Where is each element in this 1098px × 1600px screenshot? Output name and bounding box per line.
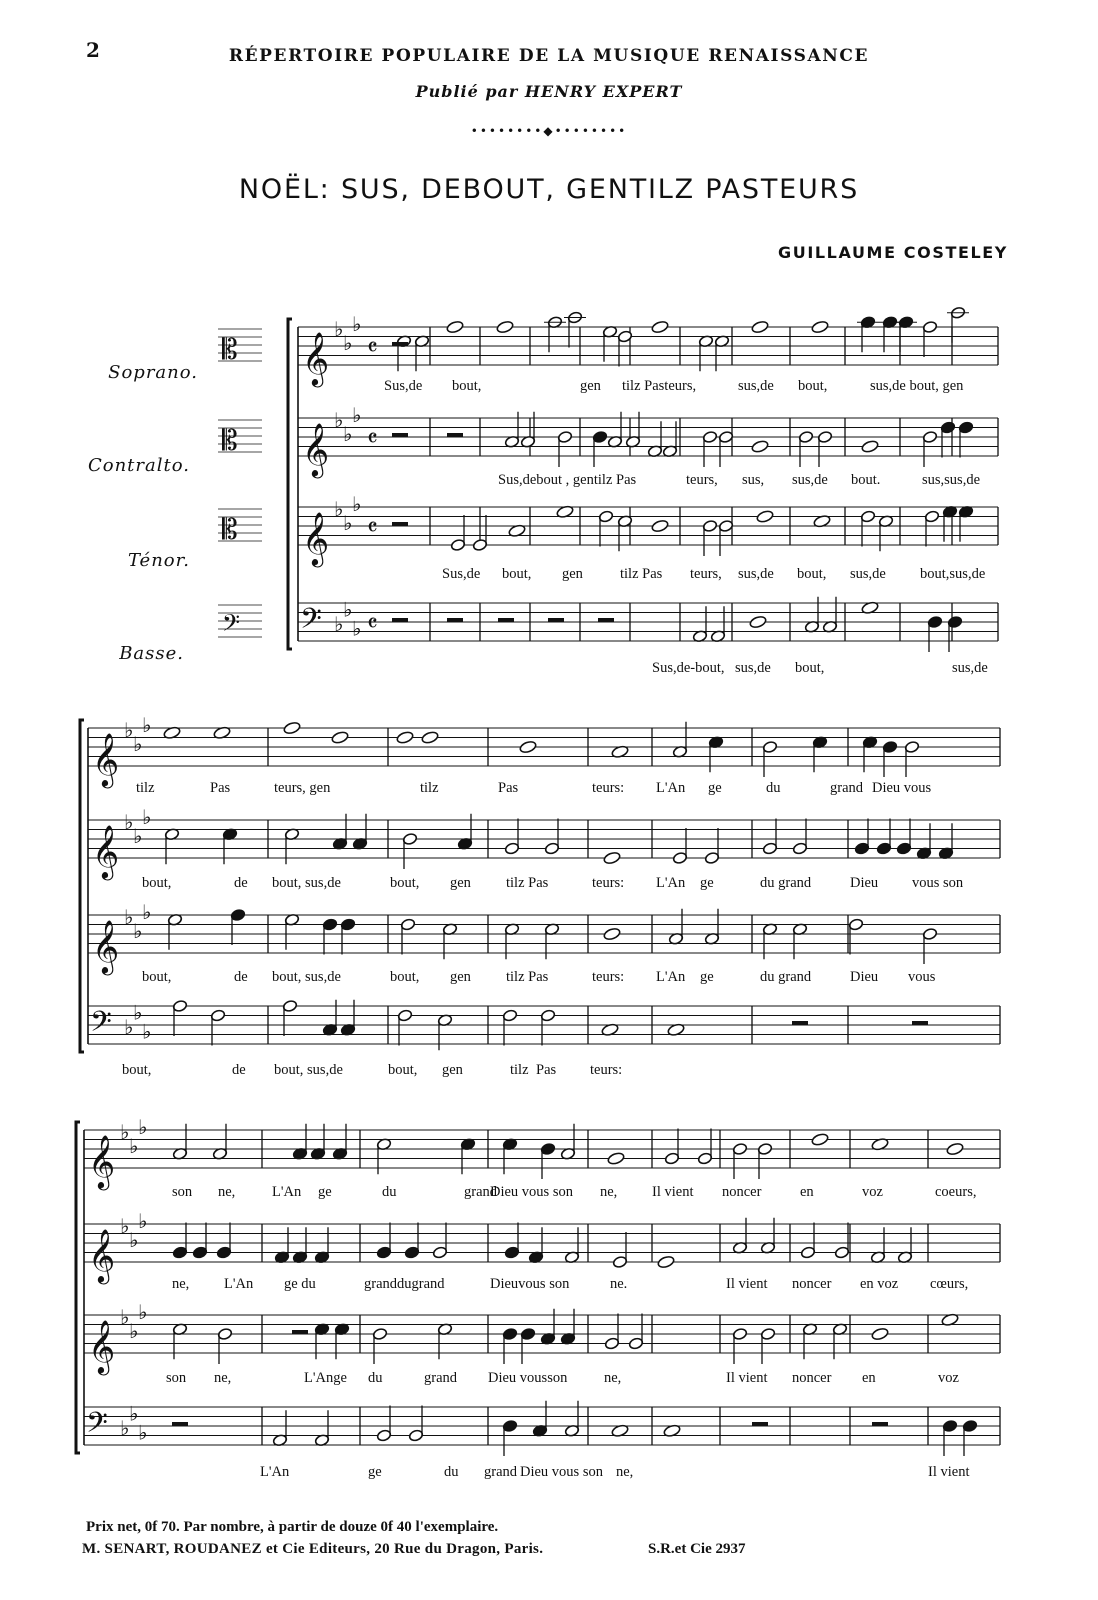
rest-icon: [598, 618, 614, 622]
flat-icon: ♭: [129, 1319, 139, 1344]
rest-icon: [792, 1021, 808, 1025]
lyric-syllable: L'An: [260, 1464, 290, 1480]
voice-label-contralto: Contralto.: [87, 455, 190, 476]
time-signature-icon: 𝄴: [367, 609, 378, 638]
lyric-syllable: teurs:: [592, 969, 625, 985]
flat-icon: ♭: [352, 492, 362, 517]
rest-icon: [447, 433, 463, 437]
rest-icon: [752, 1422, 768, 1426]
incipit-c-clef-icon: 𝄡: [222, 333, 238, 366]
lyric-syllable: bout,: [502, 566, 532, 582]
lyric-syllable: Pas: [536, 1062, 557, 1078]
lyric-syllable: cœurs,: [930, 1276, 969, 1292]
rest-icon: [292, 1330, 308, 1334]
lyric-syllable: bout, sus,de: [272, 969, 341, 985]
lyric-syllable: tilz: [420, 780, 439, 796]
lyric-syllable: noncer: [792, 1276, 832, 1292]
note-head: [421, 730, 439, 744]
lyric-syllable: L'An: [656, 969, 686, 985]
treble-clef-icon: 𝄞: [92, 824, 120, 878]
note-head: [396, 730, 414, 744]
bass-clef-icon: 𝄢: [86, 1406, 108, 1447]
lyric-syllable: Sus,debout , gentilz Pas: [498, 472, 637, 488]
flat-icon: ♭: [142, 805, 152, 830]
lyric-syllable: ge: [708, 780, 722, 796]
lyric-syllable: sus,de: [738, 566, 774, 582]
lyric-syllable: ge du: [284, 1276, 316, 1292]
system-brace: [288, 319, 292, 649]
flat-icon: ♭: [133, 919, 143, 944]
lyric-syllable: Il vient: [726, 1370, 768, 1386]
rest-icon: [912, 1021, 928, 1025]
lyric-syllable: son: [172, 1184, 193, 1200]
voice-label-bass: Basse.: [119, 643, 184, 664]
lyric-syllable: grand: [484, 1464, 518, 1480]
note-head: [657, 1255, 675, 1269]
flat-icon: ♭: [138, 1420, 148, 1445]
lyric-syllable: gen: [450, 969, 471, 985]
lyric-syllable: Pas: [498, 780, 519, 796]
lyric-syllable: bout, sus,de: [272, 875, 341, 891]
flat-icon: ♭: [133, 732, 143, 757]
lyric-syllable: L'An: [656, 875, 686, 891]
flat-icon: ♭: [352, 312, 362, 337]
flat-icon: ♭: [120, 1415, 130, 1440]
flat-icon: ♭: [343, 422, 353, 447]
lyric-syllable: sus,de: [738, 378, 774, 394]
flat-icon: ♭: [334, 407, 344, 432]
lyric-syllable: Dieu vous: [872, 780, 932, 796]
lyric-syllable: ge: [700, 969, 714, 985]
lyric-syllable: ne,: [600, 1184, 618, 1200]
rest-icon: [392, 618, 408, 622]
lyric-syllable: Il vient: [726, 1276, 768, 1292]
note-head: [446, 320, 464, 334]
lyric-syllable: bout,: [797, 566, 827, 582]
treble-clef-icon: 𝄞: [88, 1319, 116, 1373]
note-head: [751, 439, 769, 453]
lyric-syllable: teurs:: [592, 875, 625, 891]
note-head: [811, 320, 829, 334]
lyric-syllable: Sus,de: [442, 566, 481, 582]
bass-clef-icon: 𝄢: [90, 1005, 112, 1046]
system-brace: [80, 720, 84, 1052]
flat-icon: ♭: [343, 597, 353, 622]
lyric-syllable: bout,sus,de: [920, 566, 986, 582]
treble-clef-icon: 𝄞: [88, 1134, 116, 1188]
rest-icon: [548, 618, 564, 622]
lyric-syllable: bout.: [851, 472, 881, 488]
lyric-syllable: tilz Pasteurs,: [622, 378, 697, 394]
lyric-syllable: ne,: [214, 1370, 232, 1386]
lyric-syllable: L'An: [272, 1184, 302, 1200]
note-head: [871, 1327, 889, 1341]
lyric-syllable: sus,sus,de: [922, 472, 981, 488]
lyric-syllable: Pas: [210, 780, 231, 796]
lyric-syllable: ge: [700, 875, 714, 891]
lyric-syllable: tilz: [136, 780, 155, 796]
lyric-syllable: teurs,: [690, 566, 722, 582]
flat-icon: ♭: [124, 1014, 134, 1039]
note-head: [749, 615, 767, 629]
incipit-c-clef-icon: 𝄡: [222, 424, 238, 457]
note-head: [603, 927, 621, 941]
lyric-syllable: bout,: [142, 875, 172, 891]
lyric-syllable: grand: [424, 1370, 458, 1386]
publisher-line: M. SENART, ROUDANEZ et Cie Editeurs, 20 Rue du Dragon, Paris.: [82, 1541, 544, 1557]
lyric-syllable: bout,: [795, 660, 825, 676]
lyric-syllable: coeurs,: [935, 1184, 977, 1200]
lyric-syllable: du grand: [760, 969, 812, 985]
treble-clef-icon: 𝄞: [302, 331, 330, 385]
composer: GUILLAUME COSTELEY: [778, 243, 1008, 262]
lyric-syllable: en: [800, 1184, 814, 1200]
flat-icon: ♭: [343, 331, 353, 356]
lyric-syllable: ne,: [604, 1370, 622, 1386]
lyric-syllable: teurs:: [590, 1062, 623, 1078]
flat-icon: ♭: [129, 1228, 139, 1253]
voice-label-tenor: Ténor.: [127, 550, 190, 571]
treble-clef-icon: 𝄞: [92, 919, 120, 973]
rest-icon: [447, 618, 463, 622]
lyric-syllable: gen: [442, 1062, 463, 1078]
rest-icon: [392, 342, 408, 346]
flat-icon: ♭: [138, 1300, 148, 1325]
flat-icon: ♭: [343, 511, 353, 536]
lyric-syllable: grand: [830, 780, 864, 796]
flat-icon: ♭: [142, 713, 152, 738]
lyric-syllable: de: [234, 875, 248, 891]
note-head: [607, 1151, 625, 1165]
lyric-syllable: Sus,de: [384, 378, 423, 394]
lyric-syllable: ne,: [616, 1464, 634, 1480]
plate-number: S.R.et Cie 2937: [648, 1541, 746, 1557]
lyric-syllable: sus,de: [792, 472, 828, 488]
note-head: [861, 439, 879, 453]
lyric-syllable: L'Ange: [304, 1370, 347, 1386]
lyric-syllable: Dieu: [850, 875, 879, 891]
lyric-syllable: voz: [862, 1184, 883, 1200]
lyric-syllable: gen: [562, 566, 583, 582]
lyric-syllable: L'An: [656, 780, 686, 796]
flat-icon: ♭: [334, 496, 344, 521]
editor-line: Publié par HENRY EXPERT: [415, 82, 683, 101]
flat-icon: ♭: [138, 1209, 148, 1234]
flat-icon: ♭: [120, 1304, 130, 1329]
note-head: [756, 509, 774, 523]
lyric-syllable: du: [444, 1464, 459, 1480]
flat-icon: ♭: [129, 1401, 139, 1426]
lyric-syllable: bout,: [122, 1062, 152, 1078]
lyric-syllable: en: [862, 1370, 876, 1386]
lyric-syllable: Sus,de-bout,: [652, 660, 725, 676]
flat-icon: ♭: [133, 1000, 143, 1025]
time-signature-icon: 𝄴: [367, 513, 378, 542]
treble-clef-icon: 𝄞: [88, 1228, 116, 1282]
flat-icon: ♭: [124, 809, 134, 834]
lyric-syllable: du: [368, 1370, 383, 1386]
flat-icon: ♭: [124, 904, 134, 929]
flat-icon: ♭: [129, 1134, 139, 1159]
lyric-syllable: de: [232, 1062, 246, 1078]
lyric-syllable: Dieu: [850, 969, 879, 985]
system-brace: [76, 1122, 80, 1453]
lyric-syllable: gen: [450, 875, 471, 891]
note-head: [283, 721, 301, 735]
flat-icon: ♭: [138, 1115, 148, 1140]
rest-icon: [392, 522, 408, 526]
lyric-syllable: son: [166, 1370, 187, 1386]
lyric-syllable: bout,: [798, 378, 828, 394]
flat-icon: ♭: [120, 1119, 130, 1144]
incipit-bass-clef-icon: 𝄢: [222, 609, 241, 642]
lyric-syllable: sus,de: [735, 660, 771, 676]
lyric-syllable: sus,: [742, 472, 765, 488]
note-head: [811, 1132, 829, 1146]
lyric-syllable: tilz Pas: [506, 969, 549, 985]
lyric-syllable: ge: [368, 1464, 382, 1480]
lyric-syllable: bout, sus,de: [274, 1062, 343, 1078]
flat-icon: ♭: [120, 1213, 130, 1238]
lyric-syllable: ne.: [610, 1276, 628, 1292]
note-head: [603, 851, 621, 865]
time-signature-icon: 𝄴: [367, 424, 378, 453]
piece-title: NOËL: SUS, DEBOUT, GENTILZ PASTEURS: [238, 174, 860, 205]
flat-icon: ♭: [142, 900, 152, 925]
note-head: [651, 320, 669, 334]
rest-icon: [392, 433, 408, 437]
lyric-syllable: vous son: [912, 875, 964, 891]
note-head: [331, 730, 349, 744]
lyric-syllable: bout,: [142, 969, 172, 985]
lyric-syllable: du grand: [760, 875, 812, 891]
lyric-syllable: Dieu vousson: [488, 1370, 568, 1386]
lyric-syllable: tilz: [510, 1062, 529, 1078]
voice-label-soprano: Soprano.: [108, 362, 198, 383]
lyric-syllable: vous: [908, 969, 936, 985]
flat-icon: ♭: [352, 616, 362, 641]
flat-icon: ♭: [124, 717, 134, 742]
bass-clef-icon: 𝄢: [300, 602, 322, 643]
price-line: Prix net, 0f 70. Par nombre, à partir de douze 0f 40 l'exemplaire.: [86, 1519, 499, 1535]
incipit-c-clef-icon: 𝄡: [222, 513, 238, 546]
lyric-syllable: Il vient: [928, 1464, 970, 1480]
note-head: [651, 519, 669, 533]
flat-icon: ♭: [334, 316, 344, 341]
lyric-syllable: bout,: [452, 378, 482, 394]
rest-icon: [872, 1422, 888, 1426]
lyric-syllable: tilz Pas: [620, 566, 663, 582]
flat-icon: ♭: [142, 1019, 152, 1044]
lyric-syllable: L'An: [224, 1276, 254, 1292]
flat-icon: ♭: [334, 611, 344, 636]
ornament-divider: ••••••••◆••••••••: [470, 124, 628, 138]
lyric-syllable: teurs:: [592, 780, 625, 796]
lyric-syllable: sus,de bout, gen: [870, 378, 964, 394]
lyric-syllable: Dieuvous son: [490, 1276, 570, 1292]
lyric-syllable: Il vient: [652, 1184, 694, 1200]
lyric-syllable: bout,: [390, 875, 420, 891]
flat-icon: ♭: [133, 824, 143, 849]
lyric-syllable: granddugrand: [364, 1276, 445, 1292]
lyric-syllable: noncer: [722, 1184, 762, 1200]
lyric-syllable: sus,de: [952, 660, 988, 676]
note-head: [496, 320, 514, 334]
lyric-syllable: noncer: [792, 1370, 832, 1386]
rest-icon: [498, 618, 514, 622]
treble-clef-icon: 𝄞: [302, 422, 330, 476]
lyric-syllable: tilz Pas: [506, 875, 549, 891]
lyric-syllable: en voz: [860, 1276, 899, 1292]
lyric-syllable: teurs,: [686, 472, 718, 488]
lyric-syllable: voz: [938, 1370, 959, 1386]
lyric-syllable: gen: [580, 378, 601, 394]
series-title: RÉPERTOIRE POPULAIRE DE LA MUSIQUE RENAISSANCE: [228, 46, 870, 66]
treble-clef-icon: 𝄞: [302, 511, 330, 565]
lyric-syllable: du: [766, 780, 781, 796]
lyric-syllable: Dieu vous son: [520, 1464, 603, 1480]
note-head: [946, 1142, 964, 1156]
lyric-syllable: ne,: [218, 1184, 236, 1200]
lyric-syllable: ne,: [172, 1276, 190, 1292]
lyric-syllable: de: [234, 969, 248, 985]
time-signature-icon: 𝄴: [367, 333, 378, 362]
lyric-syllable: grand: [464, 1184, 498, 1200]
lyric-syllable: Dieu vous son: [490, 1184, 573, 1200]
lyric-syllable: ge: [318, 1184, 332, 1200]
lyric-syllable: teurs, gen: [274, 780, 331, 796]
page-number: 2: [86, 38, 100, 62]
note-head: [751, 320, 769, 334]
lyric-syllable: bout,: [390, 969, 420, 985]
lyric-syllable: bout,: [388, 1062, 418, 1078]
note-head: [519, 740, 537, 754]
flat-icon: ♭: [352, 403, 362, 428]
treble-clef-icon: 𝄞: [92, 732, 120, 786]
lyric-syllable: sus,de: [850, 566, 886, 582]
rest-icon: [172, 1422, 188, 1426]
lyric-syllable: du: [382, 1184, 397, 1200]
